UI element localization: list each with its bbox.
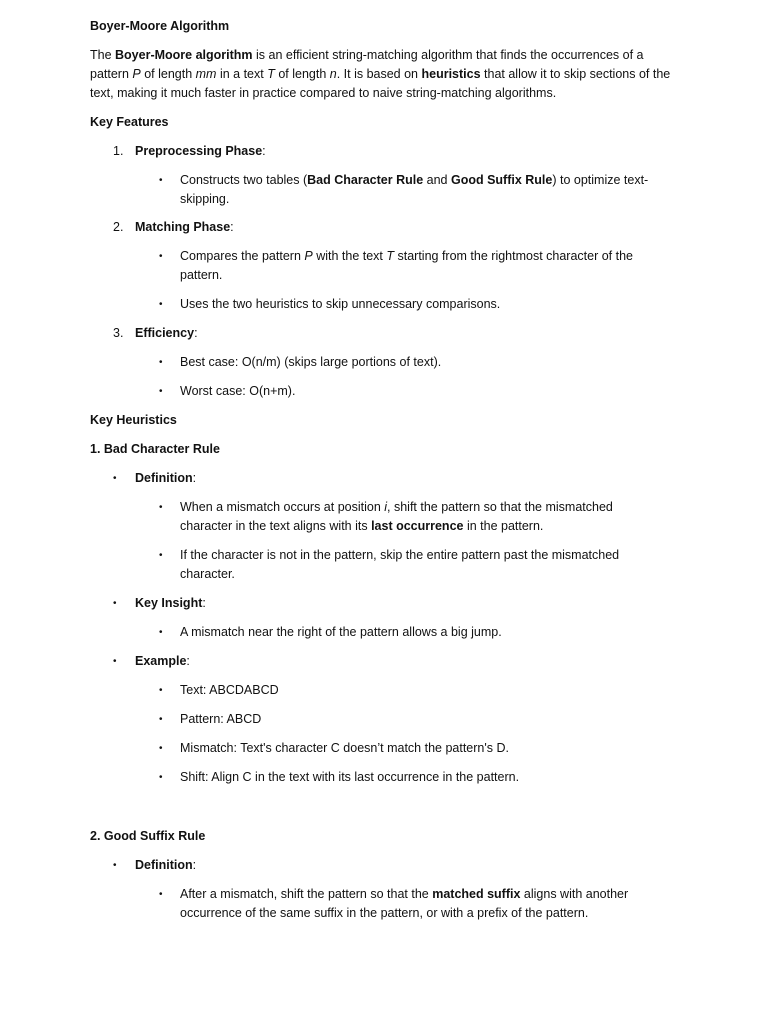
intro-text: The — [90, 48, 116, 62]
intro-bold-term: Boyer-Moore algorithm — [115, 48, 253, 62]
intro-italic: n — [329, 67, 337, 81]
item-label: Example: — [135, 654, 190, 668]
bullet-marker: • — [159, 251, 163, 262]
bullet-marker: • — [159, 386, 163, 397]
item-number: 3. — [113, 326, 124, 340]
bullet-marker: • — [159, 889, 163, 900]
item-label: Definition: — [135, 471, 197, 485]
item-label: Efficiency: — [135, 326, 198, 340]
item-label: Key Insight: — [135, 596, 206, 610]
intro-italic: mm — [195, 67, 217, 81]
bullet-marker: • — [159, 550, 163, 561]
bullet-marker: • — [159, 627, 163, 638]
bullet-marker: • — [113, 860, 117, 871]
bullet-marker: • — [159, 714, 163, 725]
key-features-heading: Key Features — [90, 115, 169, 129]
bullet-text: Best case: O(n/m) (skips large portions of text). — [180, 355, 442, 369]
bullet-marker: • — [159, 357, 163, 368]
intro-text: that allow it to skip sections of the text, making it much faster in practice compared to naive string-matching algorithms. — [90, 67, 671, 100]
bullet-text: When a mismatch occurs at position i, shift the pattern so that the mismatched character in the text aligns with its last occurrence in the pattern. — [180, 500, 613, 533]
bullet-marker: • — [113, 473, 117, 484]
key-heuristics-heading: Key Heuristics — [90, 413, 177, 427]
intro-text: of length — [140, 67, 196, 81]
intro-text: . It is based on — [336, 67, 422, 81]
intro-italic: T — [267, 67, 275, 81]
bullet-text: If the character is not in the pattern, skip the entire pattern past the mismatched character. — [180, 548, 620, 581]
bullet-text: Constructs two tables (Bad Character Rule and Good Suffix Rule) to optimize text-skipping. — [180, 173, 649, 206]
bullet-marker: • — [159, 743, 163, 754]
bullet-text: Mismatch: Text's character C doesn’t match the pattern's D. — [180, 741, 509, 755]
bullet-text: A mismatch near the right of the pattern allows a big jump. — [180, 625, 502, 639]
intro-text: is an efficient string-matching algorithm that finds the occurrences of a pattern — [90, 48, 644, 81]
bullet-text: Compares the pattern P with the text T starting from the rightmost character of the pattern. — [180, 249, 634, 282]
bullet-text: Shift: Align C in the text with its last occurrence in the pattern. — [180, 770, 520, 784]
bullet-text: Uses the two heuristics to skip unnecessary comparisons. — [180, 297, 501, 311]
bullet-text: Worst case: O(n+m). — [180, 384, 296, 398]
bullet-marker: • — [113, 598, 117, 609]
intro-text: of length — [274, 67, 330, 81]
bullet-marker: • — [159, 299, 163, 310]
good-suffix-heading: 2. Good Suffix Rule — [90, 829, 206, 843]
bullet-marker: • — [159, 502, 163, 513]
bullet-marker: • — [159, 772, 163, 783]
intro-paragraph — [90, 46, 680, 103]
intro-bold-term: heuristics — [421, 67, 481, 81]
bad-character-heading: 1. Bad Character Rule — [90, 442, 220, 456]
item-number: 1. — [113, 144, 124, 158]
intro-italic: P — [132, 67, 141, 81]
item-label: Preprocessing Phase: — [135, 144, 266, 158]
bullet-text: Text: ABCDABCD — [180, 683, 279, 697]
bullet-marker: • — [159, 175, 163, 186]
item-label: Definition: — [135, 858, 197, 872]
doc-title: Boyer-Moore Algorithm — [90, 19, 230, 33]
item-label: Matching Phase: — [135, 220, 234, 234]
bullet-marker: • — [113, 656, 117, 667]
bullet-marker: • — [159, 685, 163, 696]
bullet-text: After a mismatch, shift the pattern so that the matched suffix aligns with another occurrence of the same suffix in the pattern, or with a prefix of the pattern. — [180, 887, 629, 920]
item-number: 2. — [113, 220, 124, 234]
bullet-text: Pattern: ABCD — [180, 712, 262, 726]
intro-text: in a text — [216, 67, 268, 81]
